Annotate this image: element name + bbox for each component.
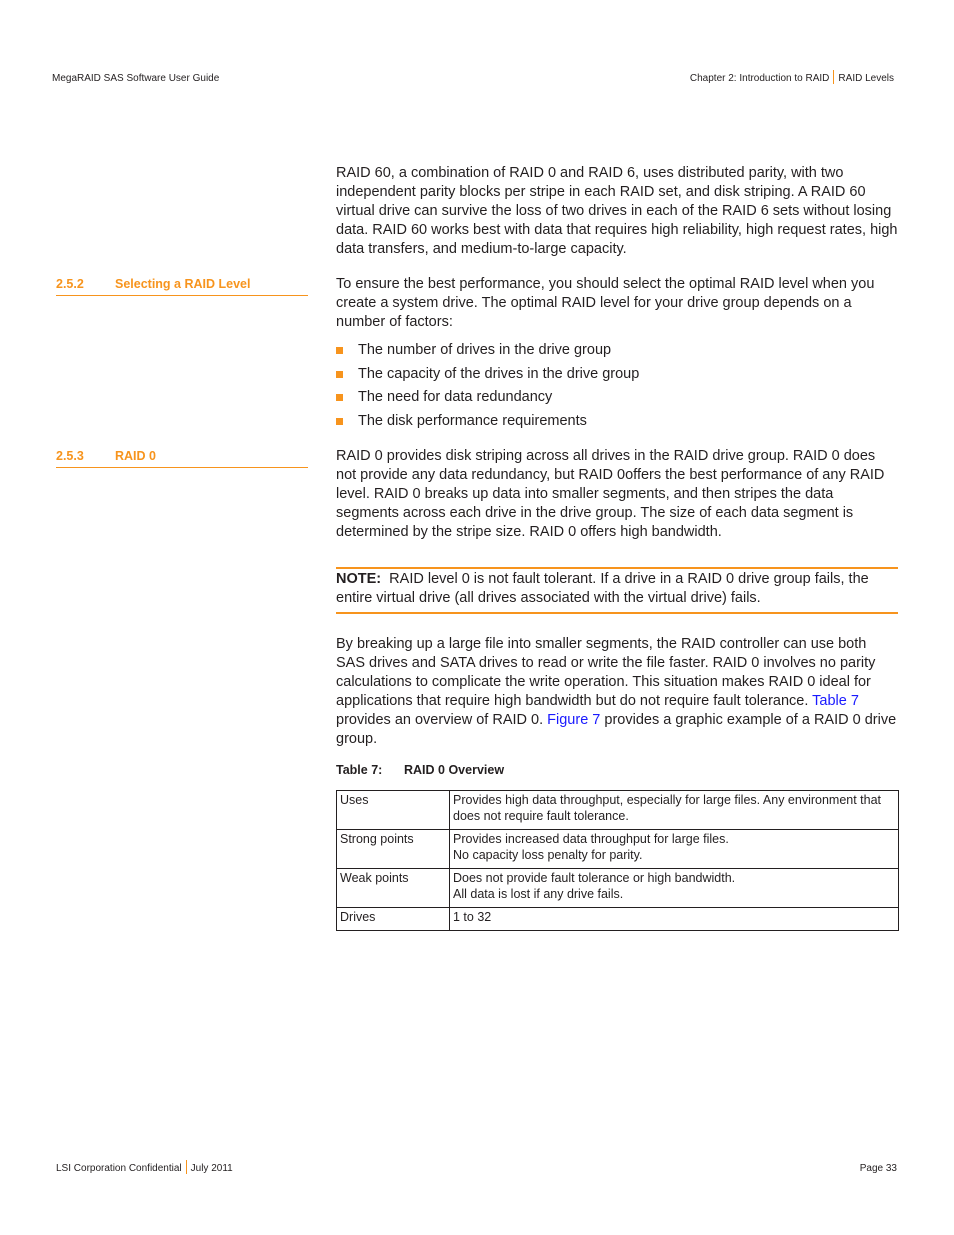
table-cell-key: Drives <box>337 908 450 931</box>
square-bullet-icon <box>336 371 343 378</box>
footer-company: LSI Corporation Confidential <box>56 1163 182 1174</box>
page-number: Page 33 <box>859 1163 897 1174</box>
paragraph-text: provides a graphic example of a RAID 0 drive group. <box>336 712 897 747</box>
table-caption-title: RAID 0 Overview <box>404 763 505 777</box>
table-7-link[interactable]: Table 7 <box>812 693 859 709</box>
section-number: 2.5.2 <box>56 277 84 291</box>
table-caption-number: Table 7: <box>336 763 383 777</box>
figure-7-link[interactable]: Figure 7 <box>547 712 601 728</box>
square-bullet-icon <box>336 418 343 425</box>
footer-date: July 2011 <box>190 1163 233 1174</box>
square-bullet-icon <box>336 394 343 401</box>
square-bullet-icon <box>336 347 343 354</box>
table-row <box>337 908 899 931</box>
intro-paragraph: RAID 60, a combination of RAID 0 and RAID 6, uses distributed parity, with two independent parity blocks per stripe in each RAID set, and disk striping. A RAID 60 virtual drive can survive the loss of two drives in each of the RAID 6 sets without losing data. RAID 60 works best with data that requires high reliability, high request rates, high data transfers, and medium-to-large capacity. <box>336 165 898 257</box>
table-cell-line: Provides increased data throughput for large files. <box>453 832 729 846</box>
paragraph-text: provides an overview of RAID 0. <box>336 712 544 728</box>
table-cell-value: Provides high data throughput, especially for large files. Any environment that does not require fault tolerance. <box>450 791 899 830</box>
section-heading-2-5-3 <box>56 449 308 468</box>
table-cell-key: Weak points <box>337 869 450 908</box>
header-doc-title: MegaRAID SAS Software User Guide <box>52 73 220 84</box>
raid0-intro-paragraph: RAID 0 provides disk striping across all drives in the RAID drive group. RAID 0 does not provide any data redundancy, but RAID 0offers the best performance of any RAID level. RAID 0 breaks up data into smaller segments, and then stripes the data segments across each drive in the drive group. The size of each data segment is determined by the stripe size. RAID 0 offers high bandwidth. <box>336 448 885 540</box>
note-text: RAID level 0 is not fault tolerant. If a drive in a RAID 0 drive group fails, the entire virtual drive (all drives associated with the virtual drive) fails. <box>336 571 869 606</box>
section-title: Selecting a RAID Level <box>115 277 251 291</box>
factor-list <box>336 341 898 435</box>
table-cell-line: No capacity loss penalty for parity. <box>453 848 643 862</box>
list-item <box>336 365 898 389</box>
table-cell-value: 1 to 32 <box>450 908 899 931</box>
raid0-overview-table <box>336 790 899 931</box>
header-section: RAID Levels <box>838 73 894 84</box>
paragraph-text: By breaking up a large file into smaller segments, the RAID controller can use both SAS drives and SATA drives to read or write the file faster. RAID 0 involves no parity calculations to complicate the write operation. This situation makes RAID 0 ideal for applications that require high bandwidth but do not require fault tolerance. <box>336 636 876 709</box>
note-content <box>336 569 898 608</box>
note-box <box>336 567 898 614</box>
selecting-raid-paragraph: To ensure the best performance, you should select the optimal RAID level when you create a system drive. The optimal RAID level for your drive group depends on a number of factors: <box>336 276 875 330</box>
header-chapter: Chapter 2: Introduction to RAID <box>689 73 830 84</box>
section-heading-2-5-2 <box>56 277 308 296</box>
list-item-text: The number of drives in the drive group <box>358 342 612 358</box>
list-item <box>336 341 898 365</box>
table-cell-key: Strong points <box>337 830 450 869</box>
table-cell-value <box>450 869 899 908</box>
table-row <box>337 791 899 830</box>
footer-separator <box>186 1160 187 1174</box>
table-caption <box>336 763 504 777</box>
table-cell-value <box>450 830 899 869</box>
note-label: NOTE: <box>336 571 382 587</box>
footer-left <box>56 1160 233 1174</box>
list-item <box>336 388 898 412</box>
table-cell-key: Uses <box>337 791 450 830</box>
table-cell-line: All data is lost if any drive fails. <box>453 887 624 901</box>
section-title: RAID 0 <box>115 449 156 463</box>
list-item-text: The capacity of the drives in the drive group <box>358 365 640 382</box>
header-chapter-info <box>690 70 894 84</box>
table-row <box>337 830 899 869</box>
header-separator <box>833 70 834 84</box>
section-number: 2.5.3 <box>56 449 84 463</box>
raid0-detail-paragraph <box>336 635 898 749</box>
list-item-text: The need for data redundancy <box>358 389 553 405</box>
table-row <box>337 869 899 908</box>
table-cell-line: Does not provide fault tolerance or high bandwidth. <box>453 871 736 885</box>
list-item <box>336 412 898 436</box>
list-item-text: The disk performance requirements <box>358 412 587 429</box>
